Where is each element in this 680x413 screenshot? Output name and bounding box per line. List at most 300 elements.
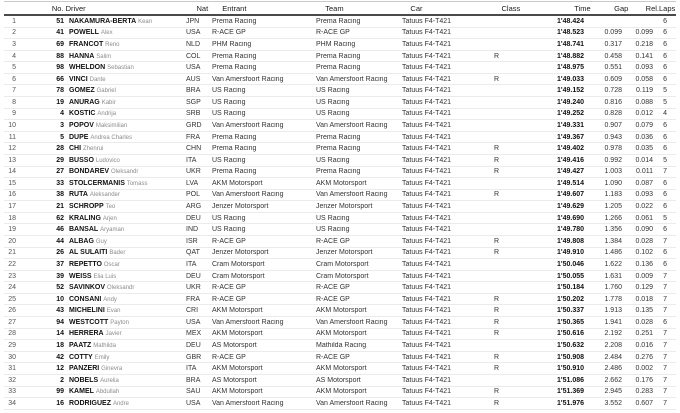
- entrant-cell: Jenzer Motorsport: [212, 249, 269, 257]
- driver-firstname: Andre: [112, 400, 129, 407]
- class-cell: R: [494, 75, 500, 83]
- car-number-cell: 42: [56, 353, 64, 361]
- nationality-cell: QAT: [186, 249, 200, 257]
- gap-cell: 1.356: [604, 226, 622, 234]
- driver-cell: [64, 191, 186, 198]
- driver-surname: POWELL: [69, 29, 99, 37]
- driver-cell: [64, 342, 186, 349]
- nationality-cell: ARG: [186, 203, 202, 211]
- laps-cell: 7: [663, 388, 667, 396]
- driver-firstname: Salim: [96, 53, 112, 60]
- table-row: [4, 132, 676, 144]
- driver-cell: [64, 388, 186, 395]
- car-cell: Tatuus F4-T421: [402, 168, 452, 176]
- driver-cell: [64, 365, 186, 372]
- driver-cell: [64, 99, 186, 106]
- car-number-cell: 10: [56, 295, 64, 303]
- rel-cell: 0.079: [635, 121, 653, 129]
- gap-cell: 0.458: [604, 52, 622, 60]
- laps-cell: 6: [663, 179, 667, 187]
- gap-cell: 0.099: [604, 29, 622, 37]
- gap-cell: 0.943: [604, 133, 622, 141]
- position-cell: 2: [12, 29, 16, 37]
- table-row: [4, 167, 676, 179]
- rel-cell: 0.016: [635, 341, 653, 349]
- nationality-cell: DEU: [186, 214, 201, 222]
- position-cell: 32: [8, 376, 16, 384]
- position-cell: 15: [8, 179, 16, 187]
- rel-cell: 0.012: [635, 110, 653, 118]
- time-cell: 1'50.202: [557, 295, 584, 303]
- driver-firstname: Aleksander: [89, 192, 120, 199]
- gap-cell: 1.266: [604, 214, 622, 222]
- car-cell: Tatuus F4-T421: [402, 52, 452, 60]
- laps-cell: 6: [663, 40, 667, 48]
- driver-surname: FRANCOT: [69, 40, 104, 48]
- team-cell: US Racing: [316, 98, 350, 106]
- class-cell: R: [494, 388, 500, 396]
- class-cell: R: [494, 399, 500, 407]
- nationality-cell: ISR: [186, 237, 198, 245]
- driver-firstname: Arjen: [102, 215, 117, 222]
- driver-firstname: Aurelia: [100, 377, 119, 384]
- driver-cell: [64, 145, 186, 152]
- driver-cell: [64, 296, 186, 303]
- team-cell: Van Amersfoort Racing: [316, 399, 388, 407]
- entrant-cell: US Racing: [212, 214, 246, 222]
- gap-cell: 0.907: [604, 121, 622, 129]
- rel-cell: 0.090: [635, 226, 653, 234]
- car-number-cell: 38: [56, 191, 64, 199]
- entrant-cell: R-ACE GP: [212, 237, 246, 245]
- position-cell: 24: [8, 284, 16, 292]
- table-row: [4, 74, 676, 86]
- header-no-driver: No. Driver: [51, 3, 86, 13]
- driver-surname: HERRERA: [69, 330, 104, 338]
- driver-cell: [64, 203, 186, 210]
- car-cell: Tatuus F4-T421: [402, 249, 452, 257]
- car-cell: Tatuus F4-T421: [402, 237, 452, 245]
- car-number-cell: 37: [56, 260, 64, 268]
- position-cell: 34: [8, 399, 16, 407]
- team-cell: AKM Motorsport: [316, 179, 367, 187]
- position-cell: 26: [8, 307, 16, 315]
- team-cell: Van Amersfoort Racing: [316, 318, 388, 326]
- header-gap: Gap: [614, 3, 629, 13]
- nationality-cell: MEX: [186, 330, 202, 338]
- driver-firstname: Sebastian: [107, 65, 134, 72]
- table-row: [4, 363, 676, 375]
- gap-cell: 0.317: [604, 40, 622, 48]
- team-cell: Prema Racing: [316, 145, 361, 153]
- entrant-cell: AS Motorsport: [212, 376, 257, 384]
- header-team: Team: [325, 3, 344, 13]
- car-number-cell: 62: [56, 214, 64, 222]
- gap-cell: 1.778: [604, 295, 622, 303]
- time-cell: 1'49.240: [557, 98, 584, 106]
- nationality-cell: NLD: [186, 40, 201, 48]
- car-number-cell: 29: [56, 156, 64, 164]
- team-cell: AKM Motorsport: [316, 365, 367, 373]
- car-number-cell: 3: [60, 121, 64, 129]
- rel-cell: 0.036: [635, 133, 653, 141]
- car-cell: Tatuus F4-T421: [402, 214, 452, 222]
- team-cell: Prema Racing: [316, 168, 361, 176]
- position-cell: 27: [8, 318, 16, 326]
- team-cell: Van Amersfoort Racing: [316, 75, 388, 83]
- driver-surname: NAKAMURA-BERTA: [69, 17, 137, 25]
- results-sheet: [0, 1, 680, 413]
- driver-firstname: Guy: [95, 238, 107, 245]
- position-cell: 1: [12, 17, 16, 25]
- time-cell: 1'48.975: [557, 64, 584, 72]
- rel-cell: 0.058: [635, 75, 653, 83]
- driver-surname: KRÄLING: [69, 214, 101, 222]
- table-row: [4, 305, 676, 317]
- nationality-cell: SRB: [186, 110, 201, 118]
- position-cell: 13: [8, 156, 16, 164]
- car-number-cell: 94: [56, 318, 64, 326]
- rel-cell: 0.607: [635, 399, 653, 407]
- table-row: [4, 387, 676, 399]
- table-row: [4, 294, 676, 306]
- rel-cell: 0.088: [635, 98, 653, 106]
- table-row: [4, 85, 676, 97]
- driver-surname: POPOV: [69, 121, 94, 129]
- driver-surname: WEISS: [69, 272, 92, 280]
- car-cell: Tatuus F4-T421: [402, 64, 452, 72]
- car-number-cell: 44: [56, 237, 64, 245]
- car-cell: Tatuus F4-T421: [402, 388, 452, 396]
- driver-firstname: Elia Luis: [93, 273, 117, 280]
- driver-cell: [64, 354, 186, 361]
- entrant-cell: Prema Racing: [212, 168, 257, 176]
- time-cell: 1'48.741: [557, 40, 584, 48]
- driver-cell: [64, 261, 186, 268]
- table-row: [4, 282, 676, 294]
- entrant-cell: AKM Motorsport: [212, 179, 263, 187]
- position-cell: 25: [8, 295, 16, 303]
- car-cell: Tatuus F4-T421: [402, 110, 452, 118]
- nationality-cell: FRA: [186, 133, 200, 141]
- position-cell: 22: [8, 260, 16, 268]
- driver-surname: BANSAL: [69, 226, 99, 234]
- car-number-cell: 78: [56, 87, 64, 95]
- nationality-cell: COL: [186, 52, 201, 60]
- rel-cell: 0.119: [636, 87, 653, 95]
- team-cell: Prema Racing: [316, 52, 361, 60]
- time-cell: 1'50.616: [557, 330, 584, 338]
- car-number-cell: 19: [56, 98, 64, 106]
- gap-cell: 0.992: [604, 156, 622, 164]
- driver-firstname: Gabriel: [96, 88, 116, 95]
- driver-cell: [64, 284, 186, 291]
- driver-cell: [64, 18, 186, 25]
- car-cell: Tatuus F4-T421: [402, 191, 452, 199]
- header-laps: Laps: [659, 3, 676, 13]
- position-cell: 29: [8, 341, 16, 349]
- driver-cell: [64, 53, 186, 60]
- nationality-cell: USA: [186, 29, 201, 37]
- position-cell: 17: [8, 203, 16, 211]
- car-number-cell: 18: [56, 341, 64, 349]
- entrant-cell: Van Amersfoort Racing: [212, 75, 284, 83]
- time-cell: 1'50.337: [557, 307, 584, 315]
- car-cell: Tatuus F4-T421: [402, 75, 452, 83]
- table-row: [4, 190, 676, 202]
- nationality-cell: USA: [186, 399, 201, 407]
- driver-surname: CHI: [69, 145, 82, 153]
- driver-surname: BUSSO: [69, 156, 94, 164]
- position-cell: 7: [12, 87, 16, 95]
- driver-surname: ANURAG: [69, 98, 100, 106]
- rel-cell: 0.102: [635, 249, 653, 257]
- laps-cell: 6: [663, 145, 667, 153]
- car-cell: Tatuus F4-T421: [402, 399, 452, 407]
- gap-cell: 1.622: [604, 260, 622, 268]
- gap-cell: 2.192: [604, 330, 622, 338]
- laps-cell: 6: [663, 29, 667, 37]
- car-cell: Tatuus F4-T421: [402, 272, 452, 280]
- driver-firstname: Andrija: [97, 111, 117, 118]
- class-cell: R: [494, 307, 500, 315]
- table-row: [4, 340, 676, 352]
- nationality-cell: ITA: [186, 365, 197, 373]
- gap-cell: 1.941: [604, 318, 622, 326]
- entrant-cell: US Racing: [212, 87, 246, 95]
- gap-cell: 2.208: [604, 341, 622, 349]
- position-cell: 33: [8, 388, 16, 396]
- driver-firstname: Alex: [100, 30, 113, 37]
- time-cell: 1'50.910: [557, 365, 584, 373]
- laps-cell: 7: [663, 237, 667, 245]
- driver-firstname: Andy: [103, 296, 117, 303]
- position-cell: 19: [8, 226, 16, 234]
- position-cell: 4: [12, 52, 16, 60]
- team-cell: Cram Motorsport: [316, 260, 369, 268]
- laps-cell: 7: [663, 399, 667, 407]
- laps-cell: 7: [663, 376, 667, 384]
- entrant-cell: Van Amersfoort Racing: [212, 399, 284, 407]
- time-cell: 1'49.367: [557, 133, 584, 141]
- nationality-cell: FRA: [186, 295, 200, 303]
- laps-cell: 7: [663, 365, 667, 373]
- car-number-cell: 98: [56, 64, 64, 72]
- table-row: [4, 259, 676, 271]
- laps-cell: 4: [663, 110, 667, 118]
- car-cell: Tatuus F4-T421: [402, 87, 452, 95]
- laps-cell: 7: [663, 330, 667, 338]
- position-cell: 3: [12, 40, 16, 48]
- table-row: [4, 224, 676, 236]
- position-cell: 31: [8, 365, 16, 373]
- time-cell: 1'49.331: [557, 121, 584, 129]
- car-number-cell: 52: [56, 284, 64, 292]
- table-row: [4, 236, 676, 248]
- gap-cell: 1.384: [604, 237, 622, 245]
- laps-cell: 6: [663, 318, 667, 326]
- driver-cell: [64, 226, 186, 233]
- team-cell: R-ACE GP: [316, 237, 350, 245]
- driver-surname: WESTCOTT: [69, 318, 109, 326]
- team-cell: R-ACE GP: [316, 29, 350, 37]
- driver-firstname: Javier: [105, 331, 122, 338]
- car-cell: Tatuus F4-T421: [402, 29, 452, 37]
- car-number-cell: 99: [56, 388, 64, 396]
- driver-firstname: Oscar: [103, 261, 120, 268]
- header-time: Time: [574, 3, 591, 13]
- time-cell: 1'49.607: [557, 191, 584, 199]
- nationality-cell: UKR: [186, 284, 201, 292]
- gap-cell: 3.552: [604, 399, 622, 407]
- driver-cell: [64, 122, 186, 129]
- rel-cell: 0.028: [635, 237, 653, 245]
- position-cell: 12: [8, 145, 16, 153]
- gap-cell: 2.486: [604, 365, 622, 373]
- team-cell: Jenzer Motorsport: [316, 203, 373, 211]
- car-cell: Tatuus F4-T421: [402, 98, 452, 106]
- nationality-cell: LVA: [186, 179, 199, 187]
- driver-firstname: Zhenrui: [83, 146, 104, 153]
- nationality-cell: BRA: [186, 376, 201, 384]
- laps-cell: 5: [663, 98, 667, 106]
- class-cell: R: [494, 353, 500, 361]
- laps-cell: 5: [663, 87, 667, 95]
- team-cell: US Racing: [316, 110, 350, 118]
- driver-surname: KAMEL: [69, 388, 94, 396]
- rel-cell: 0.283: [635, 388, 653, 396]
- gap-cell: 1.631: [604, 272, 622, 280]
- team-cell: US Racing: [316, 87, 350, 95]
- rel-cell: 0.135: [635, 307, 653, 315]
- laps-cell: 6: [663, 52, 667, 60]
- car-number-cell: 33: [56, 179, 64, 187]
- driver-surname: SAVINKOV: [69, 284, 106, 292]
- header-car: Car: [410, 3, 423, 13]
- gap-cell: 1.913: [604, 307, 622, 315]
- position-cell: 11: [8, 133, 16, 141]
- nationality-cell: BRA: [186, 87, 201, 95]
- entrant-cell: Prema Racing: [212, 64, 257, 72]
- laps-cell: 6: [663, 226, 667, 234]
- driver-firstname: Teo: [105, 204, 116, 211]
- entrant-cell: AKM Motorsport: [212, 365, 263, 373]
- team-cell: Van Amersfoort Racing: [316, 191, 388, 199]
- nationality-cell: DEU: [186, 341, 201, 349]
- laps-cell: 7: [663, 272, 667, 280]
- driver-surname: REPETTO: [69, 260, 102, 268]
- nationality-cell: USA: [186, 318, 201, 326]
- header-rel: Rel.: [645, 3, 659, 13]
- header-nat: Nat: [196, 3, 209, 13]
- nationality-cell: ITA: [186, 156, 197, 164]
- driver-firstname: Bader: [109, 250, 126, 257]
- entrant-cell: Cram Motorsport: [212, 272, 265, 280]
- nationality-cell: DEU: [186, 272, 201, 280]
- time-cell: 1'49.252: [557, 110, 584, 118]
- time-cell: 1'48.424: [557, 17, 584, 25]
- car-number-cell: 66: [56, 75, 64, 83]
- position-cell: 16: [8, 191, 16, 199]
- gap-cell: 1.760: [604, 284, 622, 292]
- gap-cell: 0.609: [604, 75, 622, 83]
- entrant-cell: AKM Motorsport: [212, 330, 263, 338]
- table-row: [4, 39, 676, 51]
- driver-surname: BONDAREV: [69, 168, 110, 176]
- driver-firstname: Andrea Charles: [90, 134, 133, 141]
- table-row: [4, 352, 676, 364]
- position-cell: 8: [12, 98, 16, 106]
- gap-cell: 1.003: [604, 168, 622, 176]
- driver-surname: DUPE: [69, 133, 89, 141]
- car-cell: Tatuus F4-T421: [402, 353, 452, 361]
- team-cell: AS Motorsport: [316, 376, 361, 384]
- time-cell: 1'50.632: [557, 341, 584, 349]
- team-cell: Jenzer Motorsport: [316, 249, 373, 257]
- team-cell: Prema Racing: [316, 64, 361, 72]
- team-cell: R-ACE GP: [316, 353, 350, 361]
- laps-cell: 6: [663, 191, 667, 199]
- header-entrant: Entrant: [222, 3, 247, 13]
- car-number-cell: 21: [56, 203, 64, 211]
- team-cell: US Racing: [316, 214, 350, 222]
- entrant-cell: Prema Racing: [212, 17, 257, 25]
- laps-cell: 6: [663, 75, 667, 83]
- car-cell: Tatuus F4-T421: [402, 203, 452, 211]
- table-row: [4, 62, 676, 74]
- car-cell: Tatuus F4-T421: [402, 40, 452, 48]
- car-cell: Tatuus F4-T421: [402, 226, 452, 234]
- class-cell: R: [494, 168, 500, 176]
- car-number-cell: 26: [56, 249, 64, 257]
- time-cell: 1'48.882: [557, 52, 584, 60]
- time-cell: 1'49.808: [557, 237, 584, 245]
- driver-surname: WHELDON: [69, 64, 106, 72]
- car-cell: Tatuus F4-T421: [402, 376, 452, 384]
- driver-firstname: Kean: [138, 18, 153, 25]
- car-number-cell: 88: [56, 52, 64, 60]
- nationality-cell: IND: [186, 226, 199, 234]
- table-row: [4, 155, 676, 167]
- time-cell: 1'49.514: [557, 179, 584, 187]
- position-cell: 14: [8, 168, 16, 176]
- driver-cell: [64, 273, 186, 280]
- rel-cell: 0.022: [635, 203, 653, 211]
- nationality-cell: USA: [186, 64, 201, 72]
- entrant-cell: Van Amersfoort Racing: [212, 121, 284, 129]
- position-cell: 30: [8, 353, 16, 361]
- driver-cell: [64, 238, 186, 245]
- time-cell: 1'49.629: [557, 203, 584, 211]
- car-cell: Tatuus F4-T421: [402, 307, 452, 315]
- nationality-cell: POL: [186, 191, 201, 199]
- entrant-cell: AKM Motorsport: [212, 307, 263, 315]
- table-header-row: [4, 1, 676, 16]
- driver-cell: [64, 134, 186, 141]
- car-cell: Tatuus F4-T421: [402, 284, 452, 292]
- driver-surname: VINCI: [69, 75, 88, 83]
- position-cell: 28: [8, 330, 16, 338]
- driver-cell: [64, 319, 186, 326]
- team-cell: AKM Motorsport: [316, 388, 367, 396]
- car-number-cell: 27: [56, 168, 64, 176]
- laps-cell: 6: [663, 133, 667, 141]
- driver-surname: MICHELINI: [69, 307, 105, 315]
- time-cell: 1'49.033: [557, 75, 584, 83]
- rel-cell: 0.093: [635, 64, 653, 72]
- nationality-cell: UKR: [186, 168, 201, 176]
- laps-cell: 6: [663, 121, 667, 129]
